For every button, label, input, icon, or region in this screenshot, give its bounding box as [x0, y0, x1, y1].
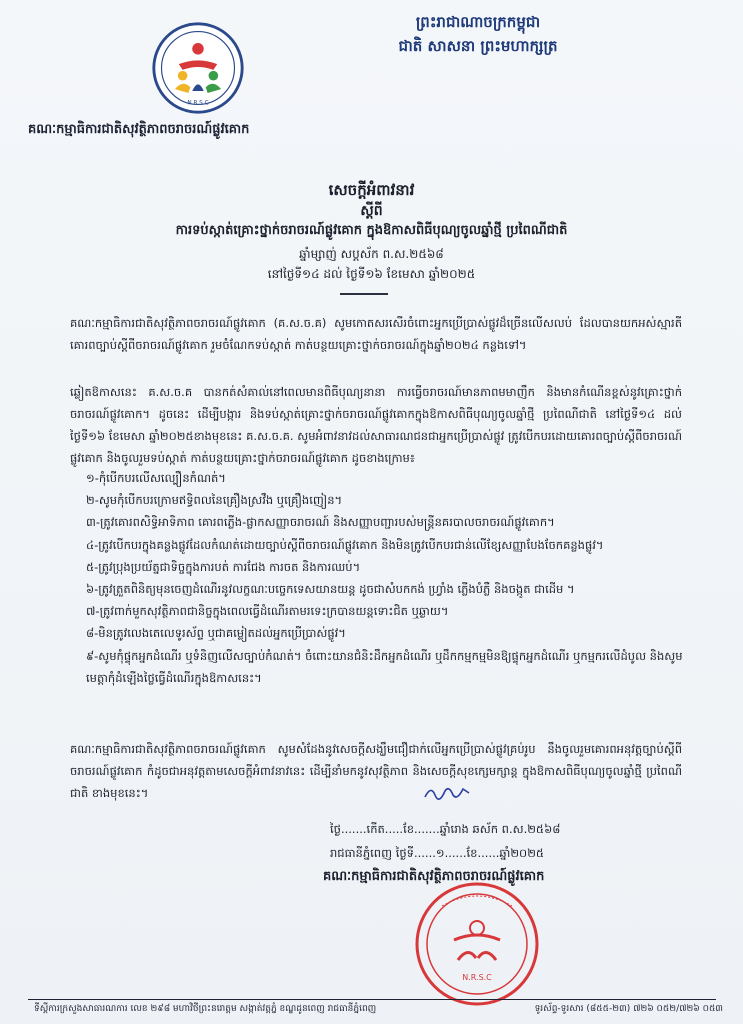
stamp-text: N.R.S.C: [462, 973, 492, 982]
organization-name: គណៈកម្មាធិការជាតិសុវត្ថិភាពចរាចរណ៍ផ្លូវគោក: [28, 122, 250, 137]
instruction-item: ១-កុំបើកបរលើសល្បឿនកំណត់។: [86, 471, 226, 485]
instruction-item: ២-សូមកុំបើកបរក្រោមឥទ្ធិពលនៃគ្រឿងស្រវឹង ឬគ្រឿងញៀន។: [86, 493, 343, 508]
footer-address: ទីស្តីការក្រសួងសាធារណការ លេខ ២៩៨ មហាវិថីព្រះនរោត្តម សង្កាត់វត្តភ្នំ ខណ្ឌដូនពេញ រាជធានីភ្នំពេញ: [34, 1004, 377, 1014]
kingdom-title: ព្រះរាជាណាចក្រកម្ពុជា: [415, 13, 541, 31]
announcement-dates: នៅថ្ងៃទី១៤ ដល់ ថ្ងៃទី១៦ ខែមេសា ឆ្នាំ២០២៥: [267, 267, 476, 281]
announcement-year: ឆ្នាំម្សាញ់ សប្តស័ក ព.ស.២៥៦៨: [299, 247, 444, 261]
announcement-about: ស្ដីពី: [360, 203, 383, 219]
instruction-item: ៥-ត្រូវប្រុងប្រយ័ត្នជាទិច្ចក្នុងការបត់ ការជែង ការចត និងការឈប់។: [86, 559, 361, 574]
nrsc-logo: [150, 20, 246, 116]
instruction-list: [86, 467, 686, 689]
kingdom-header: [378, 10, 578, 58]
instruction-item: ៨-មិនត្រូវលេងតេលេទូរស័ព្ទ ឬជាគម្លៀតដល់អ្នកប្រើប្រាស់ផ្លូវ។: [86, 626, 346, 641]
logo-text: N.R.S.C: [187, 100, 209, 107]
signatory-organization: គណៈកម្មាធិការជាតិសុវត្ថិភាពចរាចរណ៍ផ្លូវគោក: [323, 869, 545, 884]
instruction-item: ៦-ត្រូវត្រួតពិនិត្យមុនចេញដំណើរនូវលក្ខណៈបច្ចេកទេសយានយន្ត ដូចជាសំបកកង់ ហ្វ្រាំង ភ្លើងបំភ្លឺ និងចង្កូត ជាដើម ។: [86, 582, 575, 597]
instruction-item: ៧-ត្រូវពាក់មួកសុវត្ថិភាពជានិច្ចក្នុងពេលធ្វើដំណើរតាមរទេះក្របានយន្តទោះជិត ឬឆ្ងាយ។: [86, 604, 449, 619]
instruction-item: ៩-សូមកុំផ្ទុកអ្នកដំណើរ ឬទំនិញលើសច្បាប់កំណត់។ ចំពោះយានជំនិះដឹកអ្នកដំណើរ ឬដឹកកម្មកម្មមិនឱ្យផ្ទុកអ្នកដំណើរ ឬកម្មករលើដំបូល និងសូមមេត្តាកុំដំឡើងថ្លៃធ្វើដំណើរក្នុងឱកាសនេះ។: [86, 648, 683, 685]
announcement-subject: ការទប់ស្កាត់គ្រោះថ្នាក់ចរាចរណ៍ផ្លូវគោក ក្នុងឱកាសពិធីបុណ្យចូលឆ្នាំថ្មី ប្រពៃណីជាតិ: [175, 223, 568, 238]
footer-divider: [28, 999, 716, 1000]
kingdom-motto: ជាតិ សាសនា ព្រះមហាក្សត្រ: [398, 37, 558, 55]
announcement-title: សេចក្ដីអំពាវនាវ: [328, 181, 415, 199]
solar-date: រាជធានីភ្នំពេញ ថ្ងៃទី......១......ខែ......ឆ្នាំ២០២៥: [330, 846, 545, 860]
instruction-item: ៣-ត្រូវគោរពសិទ្ធិអាទិភាព គោរពភ្លើង-ផ្លាកសញ្ញាចរាចរណ៍ និងសញ្ញាបញ្ជារបស់មន្ត្រីនគរបាលចរាចរណ៍ផ្លូវគោក។: [86, 515, 555, 530]
heading-divider: [340, 293, 388, 295]
footer-contact: ទូរស័ព្ទ-ទូរសារ (៨៥៥-២៣) ៧២៦ ០៥២/៧២៦ ០៥៣: [534, 1004, 723, 1014]
instruction-item: ៤-ត្រូវបើកបរក្នុងគន្លងផ្លូវដែលកំណត់ដោយច្បាប់ស្ដីពីចរាចរណ៍ផ្លូវគោក និងមិនត្រូវបើកបរជាន់លើខ្សែសញ្ញាបែងចែកគន្លងផ្លូវ។: [86, 537, 604, 552]
body-paragraph-3: គណៈកម្មាធិការជាតិសុវត្ថិភាពចរាចរណ៍ផ្លូវគោក សូមសំដែងនូវសេចក្ដីសង្ឃឹមជឿជាក់លើអ្នកប្រើប្រាស់ផ្លូវគ្រប់រូប នឹងចូលរួមគោរពអនុវត្តច្បាប់ស្ដីពីចរាចរណ៍ផ្លូវគោក កំដូចជាអនុវត្តតាមសេចក្ដីអំពាវនាវនេះ ដើម្បីនាំមកនូវសុវត្ថិភាព និងសេចក្ដីសុខក្សេមក្សាន្ត ក្នុងឱកាសពិធីបុណ្យចូលឆ្នាំថ្មី ប្រពៃណីជាតិ ខាងមុខនេះ។: [70, 742, 682, 800]
handwritten-initial: [423, 781, 471, 803]
official-stamp: [402, 876, 552, 1006]
lunar-date: ថ្ងៃ.......កើត.....ខែ.......ឆ្នាំរោង ឆស័ក ព.ស.២៥៦៨: [330, 822, 561, 836]
body-paragraph-1: គណៈកម្មាធិការជាតិសុវត្ថិភាពចរាចរណ៍ផ្លូវគោក (គ.ស.ច.គ) សូមកោតសរសើរចំពោះអ្នកប្រើប្រាស់ផ្លូវដ៏ច្រើនលើសលប់ ដែលបានយកអស់ស្មារតីគោរពច្បាប់ស្ដីពីចរាចរណ៍ផ្លូវគោក រួមចំណែកទប់ស្កាត់ កាត់បន្ថយគ្រោះថ្នាក់ចរាចរណ៍ក្នុងឆ្នាំ២០២៤ កន្លងទៅ។: [70, 316, 682, 352]
body-paragraph-2: ឆ្លៀតឱកាសនេះ គ.ស.ច.គ បានកត់សំគាល់នៅពេលមានពិធីបុណ្យនានា ការធ្វើចរាចរណ៍មានភាពមមាញឹក និងមានកំណើនខ្ពស់នូវគ្រោះថ្នាក់ចរាចរណ៍ផ្លូវគោក។ ដូចនេះ ដើម្បីបង្ការ និងទប់ស្កាត់គ្រោះថ្នាក់ចរាចរណ៍ផ្លូវគោកក្នុងឱកាសពិធីបុណ្យចូលឆ្នាំថ្មី ប្រពៃណីជាតិ នៅថ្ងៃទី១៤ ដល់ថ្ងៃទី១៦ ខែមេសា ឆ្នាំ២០២៥ខាងមុខនេះ គ.ស.ច.គ. សូមអំពាវនាវដល់សាធារណជនជាអ្នកប្រើប្រាស់ផ្លូវ ត្រូវបើកបរដោយគោរពច្បាប់ស្ដីពីចរាចរណ៍ផ្លូវគោក និងចូលរួមទប់ស្កាត់ កាត់បន្ថយគ្រោះថ្នាក់ចរាចរណ៍ផ្លូវគោក ដូចខាងក្រោម៖: [70, 385, 682, 465]
